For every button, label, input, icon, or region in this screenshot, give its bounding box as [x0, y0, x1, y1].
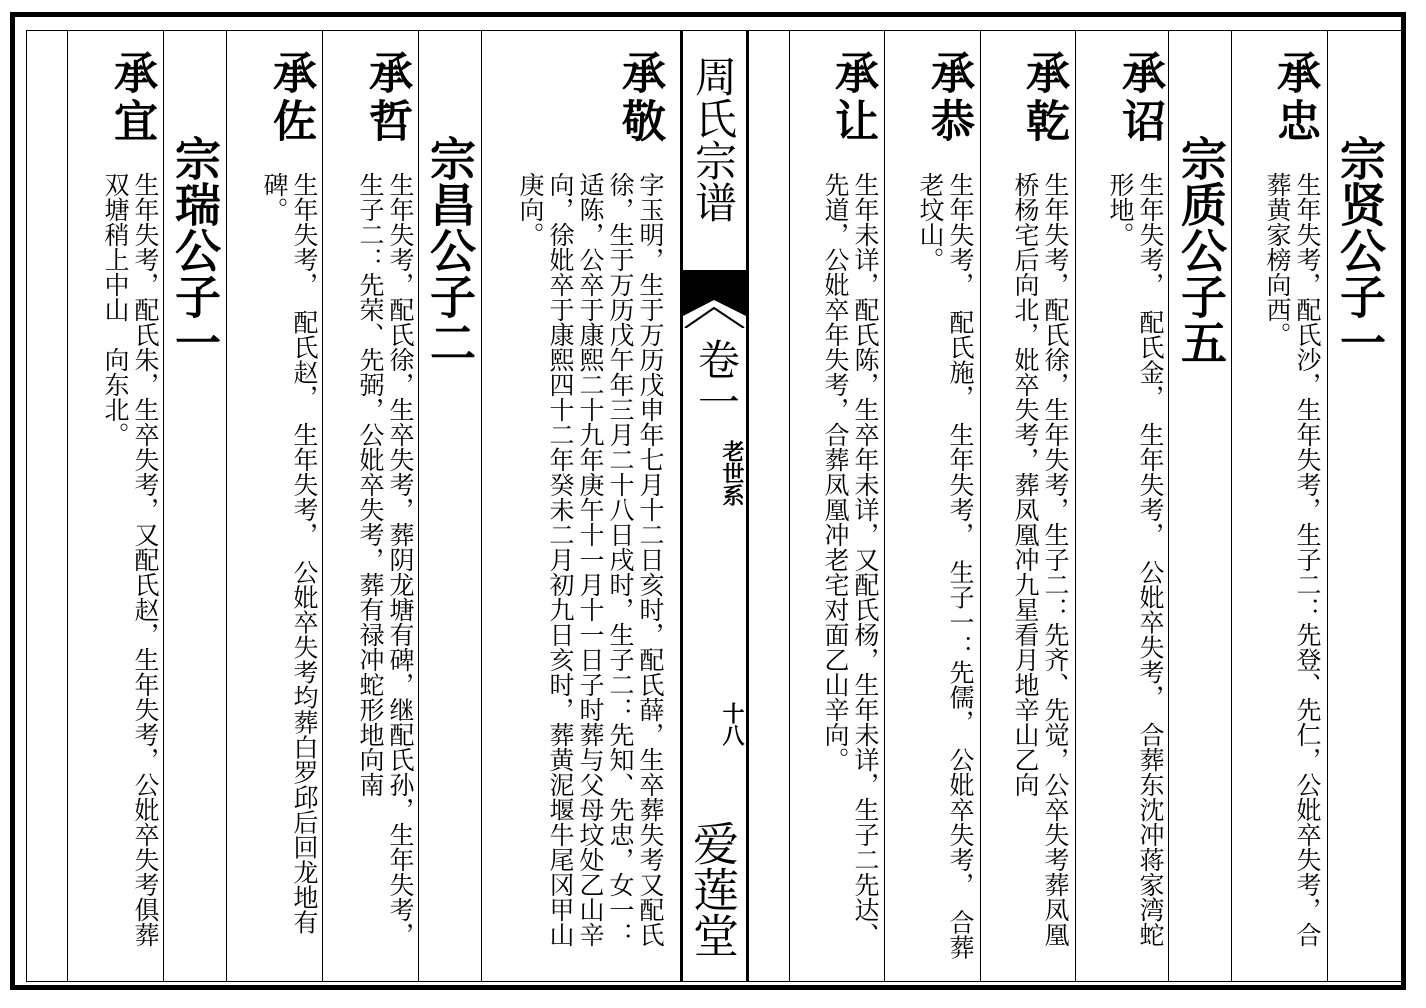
- father-heading: 宗瑞公子一: [168, 135, 222, 365]
- father-heading: 宗昌公子二: [423, 135, 477, 365]
- column-rule: [789, 30, 790, 982]
- volume-label: 卷一: [692, 338, 741, 422]
- heir-name: 承宜: [106, 50, 157, 146]
- column-rule: [322, 30, 323, 982]
- column-rule: [1168, 30, 1169, 982]
- heir-name: 承乾: [1018, 50, 1069, 146]
- heir-name: 承恭: [923, 50, 974, 146]
- spine-rule-right: [746, 30, 749, 982]
- section-label: 老世系: [719, 440, 745, 506]
- father-heading: 宗质公子五: [1174, 135, 1228, 365]
- column-rule: [1231, 30, 1232, 982]
- heir-bio: 生年失考，配氏徐，生卒失考，葬阴龙塘有碑，继配氏孙，生年失考，生子二：先荣、先弼，公妣卒失考，葬有禄冲蛇形地向南: [356, 172, 415, 947]
- heir-name: 承佐: [265, 50, 316, 146]
- column-rule: [163, 30, 164, 982]
- column-rule: [884, 30, 885, 982]
- column-rule: [1075, 30, 1076, 982]
- spine-rule-left: [680, 30, 683, 982]
- column-rule: [418, 30, 419, 982]
- heir-name: 承敬: [614, 50, 665, 146]
- page-number: 十八: [719, 702, 745, 746]
- heir-name: 承诏: [1114, 50, 1165, 146]
- heir-name: 承让: [827, 50, 878, 146]
- book-title: 周氏宗谱: [689, 55, 738, 223]
- heir-bio: 生年失考，配氏朱，生卒失考，又配氏赵，生年失考，公妣卒失考俱葬双塘稍上中山 向东北。: [101, 172, 160, 947]
- heir-name: 承哲: [361, 50, 412, 146]
- heir-bio: 生年失考，配氏徐，生年失考，生子二：先齐、先觉，公卒失考葬凤凰桥杨宅后向北，妣卒失考，葬凤凰冲九星看月地辛山乙向: [1011, 172, 1070, 947]
- father-heading: 宗贤公子一: [1333, 135, 1387, 365]
- heir-name: 承忠: [1269, 50, 1320, 146]
- column-rule: [481, 30, 482, 982]
- column-rule: [1327, 30, 1328, 982]
- hall-name: 爱莲堂: [686, 820, 740, 958]
- column-rule: [67, 30, 68, 982]
- heir-bio: 生年未详，配氏陈，生卒年未详，又配氏杨，生年未详，生子二先达、先道，公妣卒年失考，合葬凤凰冲老宅对面乙山辛向。: [821, 172, 880, 947]
- heir-bio: 生年失考， 配氏赵， 生年失考， 公妣卒失考均葬白罗邱后回龙地有碑。: [260, 172, 319, 935]
- spine-chevron-ornament: [683, 296, 746, 328]
- heir-bio: 字玉明，生于万历戊申年七月十二日亥时，配氏薛，生卒葬失考又配氏徐，生于万历戊午年三月二十八日戌时，生子二：先知、先忠，女一：适陈，公卒于康熙二十九年庚午十一月十一日子时葬与父母坟处乙山辛向，徐妣卒于康熙四十二年癸未二月初九日亥时，葬黄泥堰牛尾冈甲山庚向。: [516, 172, 665, 947]
- heir-bio: 生年失考， 配氏施， 生年失考， 生子一：先儒， 公妣卒失考， 合葬老坟山。: [916, 172, 975, 960]
- heir-bio: 生年失考， 配氏金， 生年失考， 公妣卒失考， 合葬东沈冲蒋家湾蛇形地。: [1106, 172, 1165, 947]
- column-rule: [980, 30, 981, 982]
- heir-bio: 生年失考，配氏沙，生年失考，生子二：先登、先仁，公妣卒失考，合葬黄家榜向西。: [1263, 172, 1322, 947]
- column-rule: [226, 30, 227, 982]
